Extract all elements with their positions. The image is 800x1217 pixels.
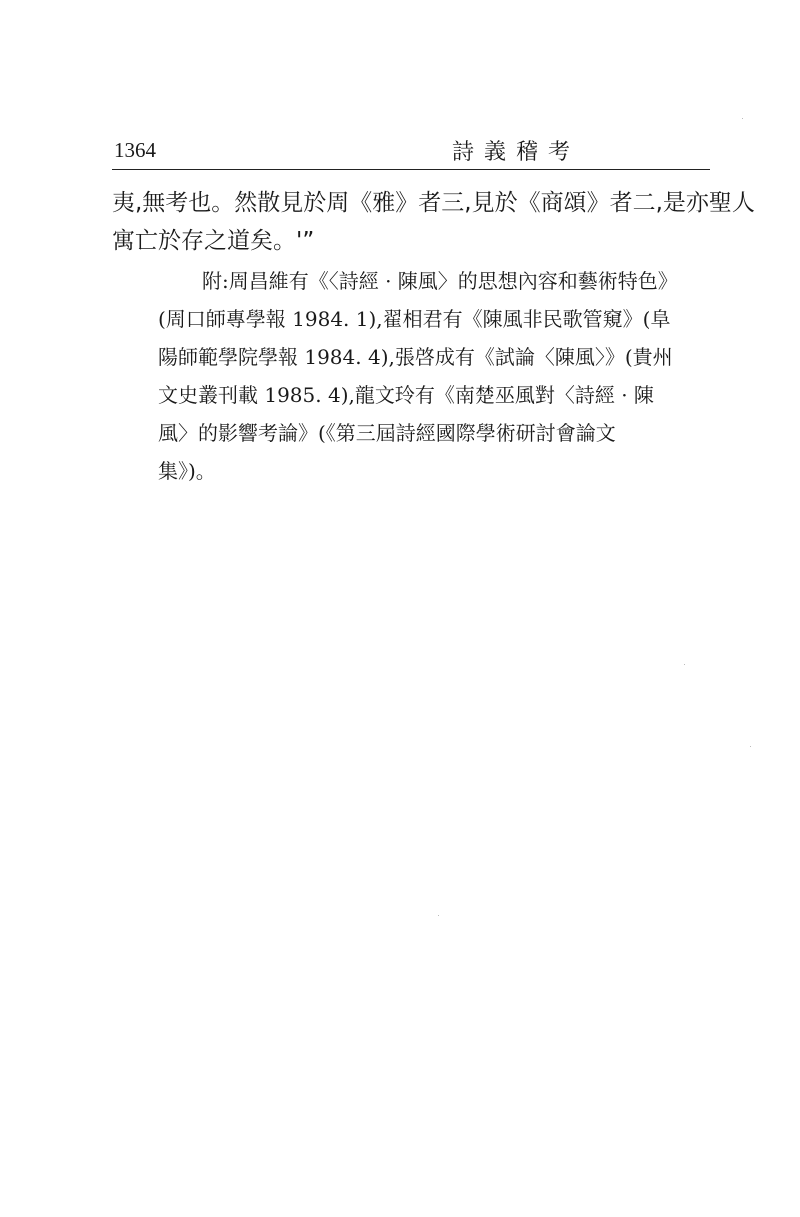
note-line: (周口師專學報 1984. 1),翟相君有《陳風非民歌管窺》(阜	[158, 307, 671, 331]
page-number: 1364	[114, 138, 156, 162]
scan-speck	[750, 746, 751, 747]
note-line: 文史叢刊載 1985. 4),龍文玲有《南楚巫風對〈詩經 · 陳	[158, 383, 654, 407]
text-line: 寓亡於存之道矣。'”	[112, 228, 315, 254]
scan-speck	[438, 915, 439, 916]
scan-speck	[684, 664, 685, 665]
appended-note	[158, 262, 718, 490]
scan-speck	[742, 118, 743, 119]
header-rule	[112, 169, 710, 170]
text-line: 夷,無考也。然散見於周《雅》者三,見於《商頌》者二,是亦聖人	[112, 190, 755, 216]
note-line: 集》)。	[158, 459, 216, 483]
note-line: 風〉的影響考論》(《第三屆詩經國際學術研討會論文	[158, 421, 616, 445]
running-title: 詩義稽考	[452, 140, 581, 165]
page-header	[112, 130, 710, 170]
main-text	[112, 184, 755, 260]
note-line: 陽師範學院學報 1984. 4),張啓成有《試論〈陳風〉》(貴州	[158, 345, 673, 369]
note-line: 附:周昌維有《〈詩經 · 陳風〉的思想內容和藝術特色》	[202, 269, 678, 293]
